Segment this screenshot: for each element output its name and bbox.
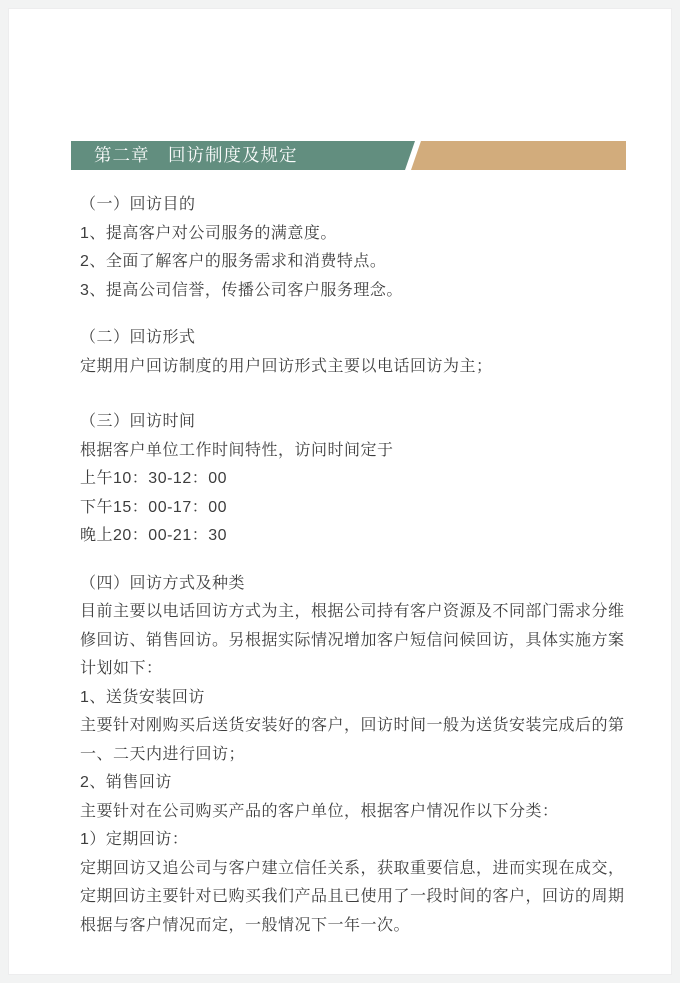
text-line: 上午10：30-12：00 <box>80 470 228 487</box>
document-page <box>8 8 672 975</box>
text-line: 晚上20：00-21：30 <box>80 527 228 544</box>
section <box>80 191 680 305</box>
text-line: 主要针对在公司购买产品的客户单位，根据客户情况作以下分类： <box>80 802 559 820</box>
text-line: 下午15：00-17：00 <box>80 498 228 516</box>
text-line: 目前主要以电话回访方式为主，根据公司持有客户资源及不同部门需求分维 <box>80 603 625 620</box>
text-line: 2、全面了解客户的服务需求和消费特点。 <box>80 253 387 270</box>
chapter-title: 第二章 回访制度及规定 <box>94 145 298 165</box>
text-line: 1、提高客户对公司服务的满意度。 <box>80 224 337 242</box>
chapter-banner <box>71 141 627 170</box>
text-line: 修回访、销售回访。另根据实际情况增加客户短信问候回访，具体实施方案 <box>80 631 625 649</box>
text-line: 2、销售回访 <box>80 774 172 791</box>
document-body <box>9 191 680 940</box>
text-line: 1、送货安装回访 <box>80 688 205 706</box>
text-line: 1）定期回访： <box>80 831 189 848</box>
banner-tan-block <box>411 141 626 170</box>
text-line: 定期回访又追公司与客户建立信任关系，获取重要信息，进而实现在成交， <box>80 859 625 877</box>
section-heading: （一）回访目的 <box>80 196 196 213</box>
section <box>80 324 680 381</box>
text-line: 一、二天内进行回访； <box>80 745 246 763</box>
text-line: 计划如下： <box>80 660 163 677</box>
section-heading: （四）回访方式及种类 <box>80 574 246 592</box>
text-line: 定期用户回访制度的用户回访形式主要以电话回访为主； <box>80 357 493 375</box>
section <box>80 570 680 941</box>
text-line: 定期回访主要针对已购买我们产品且已使用了一段时间的客户，回访的周期 <box>80 888 625 905</box>
section-heading: （三）回访时间 <box>80 413 196 430</box>
text-line: 根据客户单位工作时间特性，访问时间定于 <box>80 441 394 459</box>
section-heading: （二）回访形式 <box>80 329 196 346</box>
text-line: 主要针对刚购买后送货安装好的客户，回访时间一般为送货安装完成后的第 <box>80 717 625 734</box>
section <box>80 408 680 551</box>
text-line: 3、提高公司信誉，传播公司客户服务理念。 <box>80 281 403 299</box>
text-line: 根据与客户情况而定，一般情况下一年一次。 <box>80 916 411 934</box>
